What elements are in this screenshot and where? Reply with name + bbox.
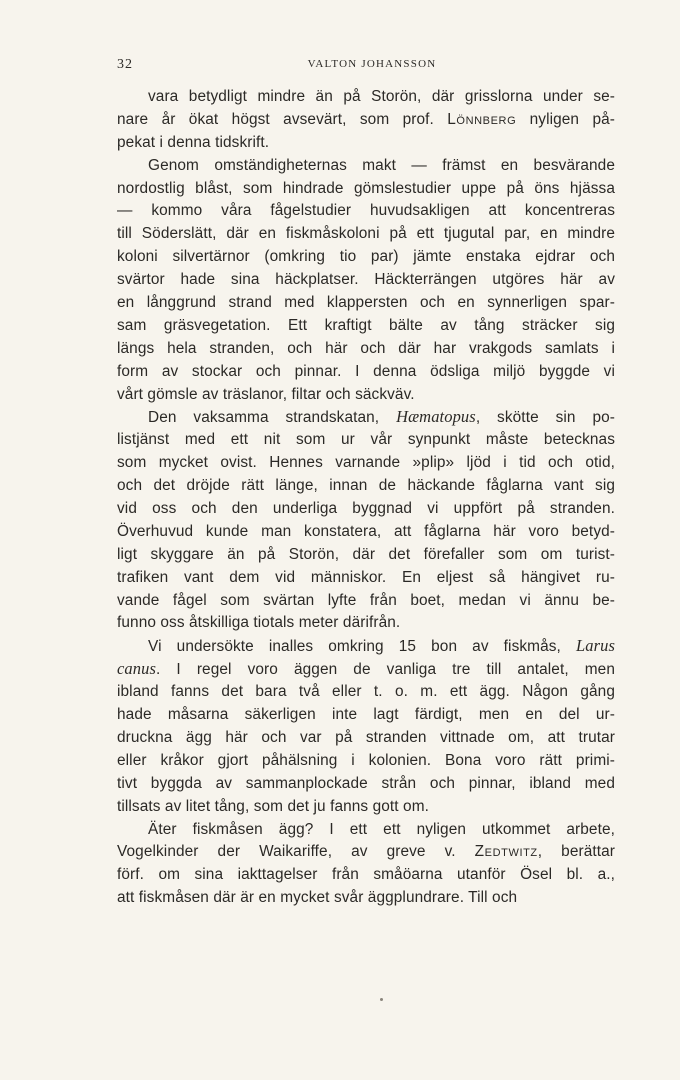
text-run: trafiken vant dem vid människor. En eljest så hängivet ru- <box>117 568 615 586</box>
text-line <box>117 635 615 658</box>
text-line <box>117 704 615 727</box>
text-run: druckna ägg här och var på stranden vittnade om, att trutar <box>117 728 615 746</box>
text-run: Den vaksamma strandskatan, <box>148 409 397 427</box>
text-run: Genom omständigheternas makt — främst en besvärande <box>148 156 615 174</box>
text-line <box>117 773 615 796</box>
text-run: ibland fanns det bara två eller t. o. m. ett ägg. Någon gång <box>117 683 615 701</box>
text-run: att fiskmåsen där är en mycket svår äggplundrare. Till och <box>117 889 518 907</box>
text-line <box>117 567 615 590</box>
text-line <box>117 406 615 429</box>
text-line <box>117 178 615 201</box>
text-line <box>117 338 615 361</box>
text-line <box>117 819 615 842</box>
latin-name: canus <box>117 659 156 679</box>
text-run: Äter fiskmåsen ägg? I ett ett nyligen utkommet arbete, <box>148 820 615 838</box>
page-header <box>117 57 615 77</box>
text-run: längs hela stranden, och här och där har vrakgods samlats i <box>117 339 615 357</box>
page-number: 32 <box>117 57 133 72</box>
paragraph <box>117 86 615 155</box>
text-line <box>117 384 615 407</box>
text-run: sam gräsvegetation. Ett kraftigt bälte av tång sträcker sig <box>117 316 615 334</box>
text-line <box>117 544 615 567</box>
text-run: . I regel voro äggen de vanliga tre till antalet, men <box>156 661 615 679</box>
text-line <box>117 887 615 910</box>
text-line <box>117 132 615 155</box>
text-line <box>117 727 615 750</box>
text-line <box>117 200 615 223</box>
text-run: — kommo våra fågelstudier huvudsakligen att koncentreras <box>117 202 615 220</box>
paragraph <box>117 819 615 911</box>
text-run: koloni silvertärnor (omkring tio par) jämte enstaka ejdrar och <box>117 248 615 266</box>
latin-name: Larus <box>575 636 615 656</box>
text-run: tillsats av litet tång, som det ju fanns gott om. <box>117 797 430 815</box>
paragraph <box>117 635 615 818</box>
text-run: Vogelkinder der Waikariffe, av greve v. <box>117 843 475 861</box>
text-run: vårt gömsle av träslanor, filtar och säckväv. <box>117 385 415 403</box>
text-run: Vi undersökte inalles omkring 15 bon av fiskmås, <box>148 638 576 656</box>
latin-name: Hæmatopus <box>396 407 476 427</box>
text-run: nordostlig blåst, som hindrade gömslestudier uppe på öns hjässa <box>117 179 615 197</box>
text-run: och det dröjde rätt länge, innan de häckande fåglarna vant sig <box>117 477 615 495</box>
text-run: form av stockar och pinnar. I denna ödsliga miljö byggde vi <box>117 362 615 380</box>
text-run: tivt byggda av sammanplockade strån och pinnar, ibland med <box>117 774 615 792</box>
text-line <box>117 223 615 246</box>
text-run: svärtor hade sina häckplatser. Häckterrängen utgöres här av <box>117 271 615 289</box>
text-line <box>117 841 615 864</box>
text-line <box>117 269 615 292</box>
text-run: pekat i denna tidskrift. <box>117 133 270 151</box>
text-line <box>117 796 615 819</box>
author-name: Lönnberg <box>447 110 517 128</box>
text-line <box>117 521 615 544</box>
text-line <box>117 452 615 475</box>
body-text <box>117 86 615 910</box>
text-run: listjänst med ett nit som ur vår synpunkt måste betecknas <box>117 431 615 449</box>
text-run: förf. om sina iakttagelser från småöarna utanför Ösel bl. a., <box>117 866 615 884</box>
paragraph <box>117 155 615 407</box>
text-run: vara betydligt mindre än på Storön, där grisslorna under se- <box>148 88 615 105</box>
text-run: till Söderslätt, där en fiskmåskoloni på ett tjugutal par, en mindre <box>117 225 615 243</box>
text-line <box>117 498 615 521</box>
text-line <box>117 658 615 681</box>
text-run: , berättar <box>537 843 615 861</box>
text-run: Överhuvud kunde man konstatera, att fåglarna här voro betyd- <box>117 522 615 540</box>
paragraph <box>117 406 615 635</box>
text-line <box>117 86 615 109</box>
text-run: , skötte sin po- <box>475 409 615 427</box>
print-speck <box>380 998 383 1001</box>
text-run: nyligen på- <box>516 110 615 128</box>
text-run: hade måsarna säkerligen inte lagt färdigt, men en del ur- <box>117 706 615 724</box>
text-run: ligt skyggare än på Storön, där det förefaller som om turist- <box>117 545 615 563</box>
text-line <box>117 864 615 887</box>
text-run: eller kråkor gjort påhälsning i kolonien. Bona voro rätt primi- <box>117 751 615 769</box>
text-run: som mycket ovist. Hennes varnande »plip» ljöd i tid och otid, <box>117 454 615 472</box>
text-line <box>117 750 615 773</box>
text-run: vande fågel som svärtan lyfte från boet, medan vi ännu be- <box>117 591 615 609</box>
author-name: Zedtwitz <box>474 843 538 861</box>
text-line <box>117 590 615 613</box>
text-line <box>117 475 615 498</box>
text-line <box>117 361 615 384</box>
text-run: vid oss och den underliga byggnad vi uppfört på stranden. <box>117 500 615 518</box>
text-line <box>117 155 615 178</box>
text-line <box>117 681 615 704</box>
text-line <box>117 246 615 269</box>
text-line <box>117 429 615 452</box>
text-line <box>117 109 615 132</box>
text-line <box>117 292 615 315</box>
text-run: nare år ökat högst avsevärt, som prof. <box>117 110 448 128</box>
text-run: funno oss åtskilliga tiotals meter därifrån. <box>117 614 401 632</box>
text-line <box>117 612 615 635</box>
text-line <box>117 315 615 338</box>
running-head: VALTON JOHANSSON <box>307 58 437 70</box>
text-run: en långgrund strand med klappersten och en synnerligen spar- <box>117 294 615 312</box>
